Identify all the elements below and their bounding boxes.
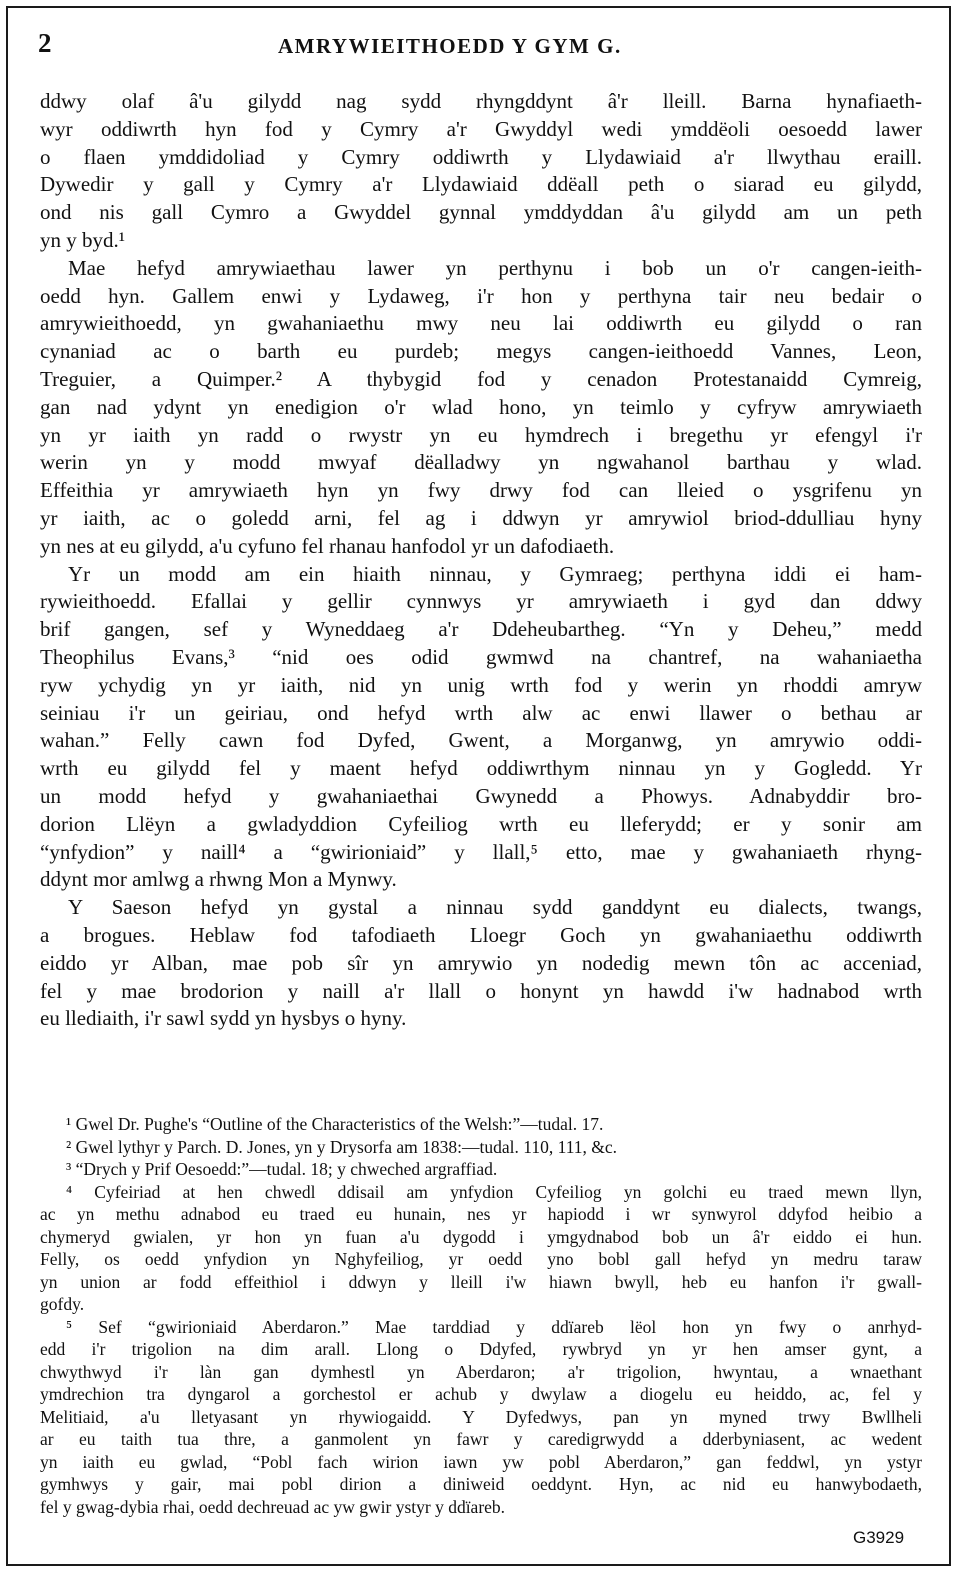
footnotes: [40, 1113, 922, 1518]
body-line: Treguier, a Quimper.² A thybygid fod y cenadon Protestanaidd Cymreig,: [40, 366, 922, 391]
body-line: Mae hefyd amrywiaethau lawer yn perthynu i bob un o'r cangen-ieith-: [68, 255, 922, 280]
footnote-line: ar eu taith tua thre, a ganmolent yn fawr y caredigrwydd a dderbyniasent, ac wedent: [40, 1429, 922, 1449]
body-line: werin yn y modd mwyaf dëalladwy yn ngwahanol barthau y wlad.: [40, 450, 922, 475]
footnote-line: ymdrechion tra dyngarol a gorchestol er achub y dwylaw a diogelu eu heiddo, ac, fel y: [40, 1384, 922, 1404]
page-frame: [6, 6, 951, 1566]
body-line: o flaen ymddidoliad y Cymry oddiwrth y Llydawiaid a'r llwythau eraill.: [40, 144, 922, 169]
body-line: seiniau i'r un geiriau, ond hefyd wrth alw ac enwi llawer o bethau ar: [40, 700, 922, 725]
body-line: yn yr iaith yn radd o rwystr yn eu hymdrech i bregethu yr efengyl i'r: [40, 422, 922, 447]
body-line: Dywedir y gall y Cymry a'r Llydawiaid ddëall peth o siarad eu gilydd,: [40, 172, 922, 197]
body-line: wrth eu gilydd fel y maent hefyd oddiwrthym ninnau yn y Gogledd. Yr: [40, 756, 922, 781]
body-line: gan nad ydynt yn enedigion o'r wlad hono, yn teimlo y cyfryw amrywiaeth: [40, 394, 922, 419]
running-title: AMRYWIEITHOEDD Y GYM G.: [278, 34, 622, 58]
footnote-line: yn union ar fodd effeithiol i ddwyn y lleill i'w hiawn bwyll, heb eu hanfon i'r gwall-: [40, 1271, 922, 1292]
catalog-number: G3929: [853, 1528, 905, 1547]
footnote-line: gymhwys y gair, mai pobl dirion a diniweid oeddynt. Hyn, ac nid eu hanwybodaeth,: [40, 1474, 922, 1494]
page-header: [38, 28, 928, 64]
footnote-line: ⁵ Sef “gwirioniaid Aberdaron.” Mae tarddiad y ddïareb lëol hon yn fwy o anrhyd-: [66, 1316, 922, 1337]
footnote-line: fel y gwag-dybia rhai, oedd dechreuad ac yw gwir ystyr y ddïareb.: [40, 1496, 506, 1517]
body-line: yr iaith, ac o goledd arni, fel ag i ddwyn yr amrywiol briod-ddulliau hyny: [40, 505, 922, 530]
body-line: Y Saeson hefyd yn gystal a ninnau sydd ganddynt eu dialects, twangs,: [68, 895, 922, 920]
body-line: ryw ychydig yn yr iaith, nid yn unig wrth fod y werin yn rhoddi amryw: [40, 672, 922, 697]
body-line: yn nes at eu gilydd, a'u cyfuno fel rhanau hanfodol yr un dafodiaeth.: [40, 533, 615, 558]
body-line: ond nis gall Cymro a Gwyddel gynnal ymddyddan â'u gilydd am un peth: [40, 200, 922, 225]
footnote-line: yn iaith eu gwlad, “Pobl fach wirion iawn yw pobl Aberdaron,” gan feddwl, yn ystyr: [40, 1451, 922, 1472]
body-line: fel y mae brodorion y naill a'r llall o honynt yn hawdd i'w hadnabod wrth: [40, 978, 922, 1003]
body-line: Yr un modd am ein hiaith ninnau, y Gymraeg; perthyna iddi ei ham-: [68, 561, 922, 586]
body-text: [40, 88, 922, 1033]
body-line: eu llediaith, i'r sawl sydd yn hysbys o hyny.: [40, 1006, 407, 1031]
body-line: Effeithia yr amrywiaeth hyn yn fwy drwy fod can lleied o ysgrifenu yn: [40, 478, 922, 503]
footnote-line: chwythwyd i'r làn gan dymhestl yn Aberdaron; a'r trigolion, hwyntau, a wnaethant: [40, 1361, 922, 1382]
footnote-line: Melitiaid, a'u lletyasant yn rhywiogaidd. Y Dyfedwys, pan yn myned trwy Bwllheli: [40, 1406, 922, 1427]
footnote-line: edd i'r trigolion na dim arall. Llong o Ddyfed, rywbryd yn yr hen amser gynt, a: [40, 1339, 922, 1359]
body-line: Theophilus Evans,³ “nid oes odid gwmwd na chantref, na wahaniaetha: [40, 644, 922, 669]
body-line: brif gangen, sef y Wyneddaeg a'r Ddeheubartheg. “Yn y Deheu,” medd: [40, 617, 922, 642]
body-line: oedd hyn. Gallem enwi y Lydaweg, i'r hon y perthyna tair neu bedair o: [40, 283, 922, 308]
footnote-line: ⁴ Cyfeiriad at hen chwedl ddisail am ynfydion Cyfeiliog yn golchi eu traed mewn llyn,: [66, 1181, 922, 1202]
footnote-line: chymeryd gwialen, yr hon yn fuan a'u dygodd i ymgydnabod bob un â'r eiddo ei hun.: [40, 1226, 922, 1247]
footnote-line: gofdy.: [40, 1294, 85, 1314]
footnote-line: Felly, os oedd ynfydion yn Nghyfeiliog, yr oedd yno bobl gall hefyd yn medru taraw: [40, 1249, 922, 1269]
body-line: wyr oddiwrth hyn fod y Cymry a'r Gwyddyl wedi ymddëoli oesoedd lawer: [40, 116, 922, 141]
body-line: dorion Llëyn a gwladyddion Cyfeiliog wrth eu lleferydd; er y sonir am: [40, 811, 922, 836]
footnote-line: ac yn methu adnabod eu traed eu hunain, nes yr hapiodd i wr synwyrol ddyfod heibio a: [40, 1204, 922, 1224]
body-line: cynaniad ac o barth eu purdeb; megys cangen-ieithoedd Vannes, Leon,: [40, 339, 922, 364]
body-line: wahan.” Felly cawn fod Dyfed, Gwent, a Morganwg, yn amrywio oddi-: [40, 728, 922, 753]
body-line: ddynt mor amlwg a rhwng Mon a Mynwy.: [40, 867, 397, 892]
footnote-line: ³ “Drych y Prif Oesoedd:”—tudal. 18; y chweched argraffiad.: [66, 1159, 498, 1179]
footnote-line: ² Gwel lythyr y Parch. D. Jones, yn y Drysorfa am 1838:—tudal. 110, 111, &c.: [66, 1136, 618, 1157]
page-number: 2: [38, 28, 52, 58]
footnote-line: ¹ Gwel Dr. Pughe's “Outline of the Characteristics of the Welsh:”—tudal. 17.: [66, 1114, 604, 1134]
body-line: rywieithoedd. Efallai y gellir cynnwys yr amrywiaeth i gyd dan ddwy: [40, 589, 922, 614]
body-line: ddwy olaf â'u gilydd nag sydd rhyngddynt â'r lleill. Barna hynafiaeth-: [40, 89, 922, 113]
body-line: “ynfydion” y naill⁴ a “gwirioniaid” y llall,⁵ etto, mae y gwahaniaeth rhyng-: [40, 839, 922, 864]
body-line: a brogues. Heblaw fod tafodiaeth Lloegr Goch yn gwahaniaethu oddiwrth: [40, 922, 922, 947]
body-line: amrywieithoedd, yn gwahaniaethu mwy neu lai oddiwrth eu gilydd o ran: [40, 311, 922, 336]
body-line: yn y byd.¹: [40, 227, 126, 252]
body-line: eiddo yr Alban, mae pob sîr yn amrywio yn nodedig mewn tôn ac acceniad,: [40, 950, 922, 975]
body-line: un modd hefyd y gwahaniaethai Gwynedd a Phowys. Adnabyddir bro-: [40, 783, 922, 808]
